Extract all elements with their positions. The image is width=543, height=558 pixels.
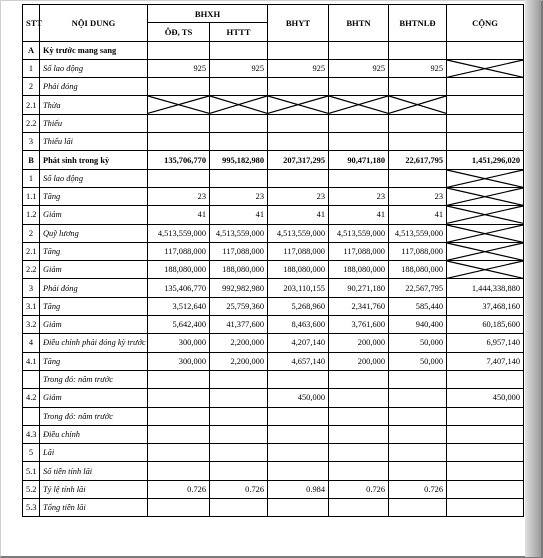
cross-out-icon <box>447 60 523 77</box>
value-cell: 4,513,559,000 <box>329 224 389 242</box>
value-cell <box>210 114 268 132</box>
row-stt <box>23 407 40 425</box>
row-label: Quỹ lương <box>40 224 148 242</box>
value-cell: 0.726 <box>210 480 268 498</box>
value-cell: 1,451,296,020 <box>447 151 524 169</box>
value-cell: 135,706,770 <box>148 151 210 169</box>
value-cell <box>447 444 524 462</box>
table-row <box>23 389 524 407</box>
value-cell <box>268 78 329 96</box>
table-body <box>23 41 524 517</box>
table-row <box>23 352 524 370</box>
row-stt: 5.1 <box>23 462 40 480</box>
cross-out-icon <box>447 243 523 260</box>
value-cell: 3,512,640 <box>148 297 210 315</box>
row-stt: 2.2 <box>23 114 40 132</box>
value-cell <box>447 462 524 480</box>
table-row <box>23 279 524 297</box>
value-cell: 117,088,000 <box>329 242 389 260</box>
value-cell: 0.726 <box>148 480 210 498</box>
crossed-cell <box>447 169 524 187</box>
cross-out-icon <box>447 206 523 223</box>
value-cell: 90,471,180 <box>329 151 389 169</box>
value-cell: 23 <box>210 187 268 205</box>
crossed-cell <box>447 242 524 260</box>
value-cell <box>210 407 268 425</box>
row-stt: 2 <box>23 224 40 242</box>
value-cell <box>148 133 210 151</box>
row-label: Thừa <box>40 96 148 114</box>
value-cell <box>210 370 268 388</box>
value-cell <box>447 41 524 59</box>
value-cell: 992,982,980 <box>210 279 268 297</box>
row-label: Giảm <box>40 261 148 279</box>
value-cell: 188,080,000 <box>389 261 447 279</box>
row-label: Điều chỉnh phải đóng kỳ trước <box>40 334 148 352</box>
row-stt: 3.1 <box>23 297 40 315</box>
header-bhtn: BHTN <box>329 5 389 42</box>
crossed-cell <box>268 96 329 114</box>
value-cell: 50,000 <box>389 334 447 352</box>
row-stt: 1 <box>23 59 40 77</box>
value-cell: 925 <box>268 59 329 77</box>
row-stt: 1.2 <box>23 206 40 224</box>
row-label: Phải đóng <box>40 78 148 96</box>
value-cell: 0.726 <box>329 480 389 498</box>
table-row <box>23 316 524 334</box>
row-stt: A <box>23 41 40 59</box>
value-cell: 925 <box>210 59 268 77</box>
row-stt: 2 <box>23 78 40 96</box>
row-stt <box>23 370 40 388</box>
table-row <box>23 96 524 114</box>
table-row <box>23 133 524 151</box>
value-cell <box>447 499 524 517</box>
row-label: Phát sinh trong kỳ <box>40 151 148 169</box>
value-cell: 3,761,600 <box>329 316 389 334</box>
value-cell: 925 <box>329 59 389 77</box>
row-label: Phải đóng <box>40 279 148 297</box>
table-row <box>23 206 524 224</box>
table-row <box>23 297 524 315</box>
value-cell <box>210 169 268 187</box>
table-row <box>23 41 524 59</box>
value-cell: 50,000 <box>389 352 447 370</box>
value-cell <box>389 389 447 407</box>
value-cell <box>210 425 268 443</box>
value-cell <box>389 41 447 59</box>
value-cell <box>329 169 389 187</box>
table-row <box>23 114 524 132</box>
value-cell <box>389 462 447 480</box>
value-cell: 4,513,559,000 <box>148 224 210 242</box>
value-cell <box>268 407 329 425</box>
table-row <box>23 425 524 443</box>
row-label: Số lao động <box>40 59 148 77</box>
row-label: Tăng <box>40 187 148 205</box>
row-stt: 4 <box>23 334 40 352</box>
value-cell <box>389 499 447 517</box>
value-cell <box>329 114 389 132</box>
value-cell <box>329 78 389 96</box>
value-cell <box>389 425 447 443</box>
value-cell: 940,400 <box>389 316 447 334</box>
table-row <box>23 151 524 169</box>
crossed-cell <box>447 224 524 242</box>
row-label: Giảm <box>40 206 148 224</box>
header-content: NỘI DUNG <box>40 5 148 42</box>
crossed-cell <box>447 206 524 224</box>
row-label: Trong đó: năm trước <box>40 407 148 425</box>
value-cell: 41 <box>268 206 329 224</box>
value-cell <box>148 389 210 407</box>
table-row <box>23 224 524 242</box>
value-cell: 585,440 <box>389 297 447 315</box>
value-cell: 4,513,559,000 <box>210 224 268 242</box>
header-bhtnld: BHTNLĐ <box>389 5 447 42</box>
value-cell: 188,080,000 <box>210 261 268 279</box>
row-stt: 2.2 <box>23 261 40 279</box>
value-cell: 188,080,000 <box>148 261 210 279</box>
value-cell <box>210 78 268 96</box>
row-label: Tổng tiền lãi <box>40 499 148 517</box>
value-cell: 450,000 <box>268 389 329 407</box>
value-cell: 23 <box>329 187 389 205</box>
cross-out-icon <box>210 96 267 113</box>
value-cell: 188,080,000 <box>329 261 389 279</box>
crossed-cell <box>447 59 524 77</box>
row-label: Trong đó: năm trước <box>40 370 148 388</box>
value-cell: 450,000 <box>447 389 524 407</box>
value-cell: 300,000 <box>148 352 210 370</box>
value-cell: 22,567,795 <box>389 279 447 297</box>
value-cell <box>329 133 389 151</box>
value-cell <box>329 425 389 443</box>
value-cell <box>148 114 210 132</box>
table-row <box>23 78 524 96</box>
value-cell <box>447 370 524 388</box>
value-cell: 117,088,000 <box>148 242 210 260</box>
value-cell: 203,110,155 <box>268 279 329 297</box>
value-cell <box>447 114 524 132</box>
row-stt: 1.1 <box>23 187 40 205</box>
row-label: Số tiền tính lãi <box>40 462 148 480</box>
row-stt: 2.1 <box>23 242 40 260</box>
crossed-cell <box>447 261 524 279</box>
value-cell <box>210 389 268 407</box>
value-cell <box>268 499 329 517</box>
table-row <box>23 407 524 425</box>
table-row <box>23 499 524 517</box>
row-label: Tỷ lệ tính lãi <box>40 480 148 498</box>
value-cell <box>268 169 329 187</box>
value-cell <box>389 114 447 132</box>
value-cell: 41,377,600 <box>210 316 268 334</box>
table-row <box>23 242 524 260</box>
value-cell: 300,000 <box>148 334 210 352</box>
value-cell: 925 <box>389 59 447 77</box>
window-edge <box>525 0 541 557</box>
cross-out-icon <box>148 96 209 113</box>
value-cell <box>148 462 210 480</box>
value-cell <box>329 41 389 59</box>
row-stt: 4.1 <box>23 352 40 370</box>
row-label: Giảm <box>40 389 148 407</box>
table-row <box>23 480 524 498</box>
header-row-1 <box>23 5 524 23</box>
value-cell: 200,000 <box>329 334 389 352</box>
value-cell <box>268 444 329 462</box>
value-cell <box>389 444 447 462</box>
value-cell: 6,957,140 <box>447 334 524 352</box>
value-cell <box>148 499 210 517</box>
header-stt: STT <box>23 5 40 42</box>
value-cell <box>268 114 329 132</box>
value-cell: 41 <box>210 206 268 224</box>
value-cell: 41 <box>148 206 210 224</box>
value-cell <box>389 370 447 388</box>
value-cell: 995,182,980 <box>210 151 268 169</box>
value-cell: 207,317,295 <box>268 151 329 169</box>
value-cell: 0.984 <box>268 480 329 498</box>
value-cell: 188,080,000 <box>268 261 329 279</box>
row-label: Tăng <box>40 352 148 370</box>
value-cell: 0.726 <box>389 480 447 498</box>
value-cell <box>447 78 524 96</box>
value-cell: 4,513,559,000 <box>389 224 447 242</box>
value-cell <box>389 169 447 187</box>
header-httt: HTTT <box>210 23 268 41</box>
cross-out-icon <box>447 170 523 187</box>
value-cell: 23 <box>389 187 447 205</box>
table-row <box>23 59 524 77</box>
table-row <box>23 370 524 388</box>
cross-out-icon <box>389 96 446 113</box>
header-total: CỘNG <box>447 5 524 42</box>
row-label: Lãi <box>40 444 148 462</box>
value-cell <box>329 407 389 425</box>
value-cell: 135,406,770 <box>148 279 210 297</box>
value-cell <box>148 425 210 443</box>
value-cell <box>329 499 389 517</box>
value-cell <box>329 389 389 407</box>
value-cell: 4,657,140 <box>268 352 329 370</box>
value-cell: 7,407,140 <box>447 352 524 370</box>
header-bhxh: BHXH <box>148 5 268 23</box>
table-row <box>23 462 524 480</box>
value-cell: 117,088,000 <box>268 242 329 260</box>
value-cell <box>447 407 524 425</box>
value-cell <box>329 444 389 462</box>
report-table <box>22 4 524 517</box>
row-label: Thiếu lãi <box>40 133 148 151</box>
value-cell: 925 <box>148 59 210 77</box>
row-stt: 4.2 <box>23 389 40 407</box>
row-stt: B <box>23 151 40 169</box>
value-cell: 117,088,000 <box>389 242 447 260</box>
row-stt: 5 <box>23 444 40 462</box>
value-cell <box>210 133 268 151</box>
value-cell <box>268 41 329 59</box>
row-label: Giảm <box>40 316 148 334</box>
table-row <box>23 444 524 462</box>
value-cell: 5,642,400 <box>148 316 210 334</box>
value-cell <box>329 462 389 480</box>
value-cell <box>148 370 210 388</box>
value-cell: 25,759,360 <box>210 297 268 315</box>
row-stt: 5.3 <box>23 499 40 517</box>
value-cell: 90,271,180 <box>329 279 389 297</box>
value-cell: 5,268,960 <box>268 297 329 315</box>
value-cell <box>447 480 524 498</box>
row-stt: 5.2 <box>23 480 40 498</box>
table-row <box>23 187 524 205</box>
row-stt: 3 <box>23 133 40 151</box>
row-label: Tăng <box>40 297 148 315</box>
cross-out-icon <box>447 261 523 278</box>
row-stt: 1 <box>23 169 40 187</box>
value-cell <box>329 370 389 388</box>
value-cell: 23 <box>268 187 329 205</box>
value-cell <box>447 96 524 114</box>
value-cell: 117,088,000 <box>210 242 268 260</box>
value-cell: 37,468,160 <box>447 297 524 315</box>
value-cell: 4,513,559,000 <box>268 224 329 242</box>
value-cell <box>268 462 329 480</box>
table-row <box>23 169 524 187</box>
row-label: Điều chỉnh <box>40 425 148 443</box>
value-cell <box>210 41 268 59</box>
value-cell: 23 <box>148 187 210 205</box>
value-cell: 22,617,795 <box>389 151 447 169</box>
value-cell: 4,207,140 <box>268 334 329 352</box>
crossed-cell <box>148 96 210 114</box>
value-cell: 2,200,000 <box>210 352 268 370</box>
value-cell <box>389 407 447 425</box>
value-cell <box>389 78 447 96</box>
header-bhyt: BHYT <box>268 5 329 42</box>
crossed-cell <box>210 96 268 114</box>
value-cell: 200,000 <box>329 352 389 370</box>
row-label: Tăng <box>40 242 148 260</box>
value-cell <box>148 444 210 462</box>
value-cell <box>210 444 268 462</box>
value-cell <box>389 133 447 151</box>
value-cell <box>268 370 329 388</box>
value-cell <box>210 499 268 517</box>
value-cell: 41 <box>389 206 447 224</box>
value-cell: 1,444,338,880 <box>447 279 524 297</box>
row-stt: 4.3 <box>23 425 40 443</box>
cross-out-icon <box>268 96 328 113</box>
value-cell <box>148 78 210 96</box>
value-cell: 60,185,600 <box>447 316 524 334</box>
value-cell <box>148 407 210 425</box>
crossed-cell <box>447 187 524 205</box>
table-row <box>23 261 524 279</box>
value-cell <box>148 41 210 59</box>
value-cell <box>268 425 329 443</box>
row-stt: 2.1 <box>23 96 40 114</box>
row-stt: 3.2 <box>23 316 40 334</box>
row-label: Kỳ trước mang sang <box>40 41 148 59</box>
value-cell <box>210 462 268 480</box>
crossed-cell <box>329 96 389 114</box>
value-cell: 2,341,760 <box>329 297 389 315</box>
value-cell <box>148 169 210 187</box>
value-cell: 2,200,000 <box>210 334 268 352</box>
header-od-ts: ÔĐ, TS <box>148 23 210 41</box>
row-label: Số lao động <box>40 169 148 187</box>
table-row <box>23 334 524 352</box>
row-stt: 3 <box>23 279 40 297</box>
value-cell <box>447 133 524 151</box>
crossed-cell <box>389 96 447 114</box>
cross-out-icon <box>447 188 523 205</box>
value-cell <box>268 133 329 151</box>
cross-out-icon <box>329 96 388 113</box>
value-cell: 41 <box>329 206 389 224</box>
value-cell <box>447 425 524 443</box>
value-cell: 8,463,600 <box>268 316 329 334</box>
row-label: Thiếu <box>40 114 148 132</box>
cross-out-icon <box>447 225 523 242</box>
